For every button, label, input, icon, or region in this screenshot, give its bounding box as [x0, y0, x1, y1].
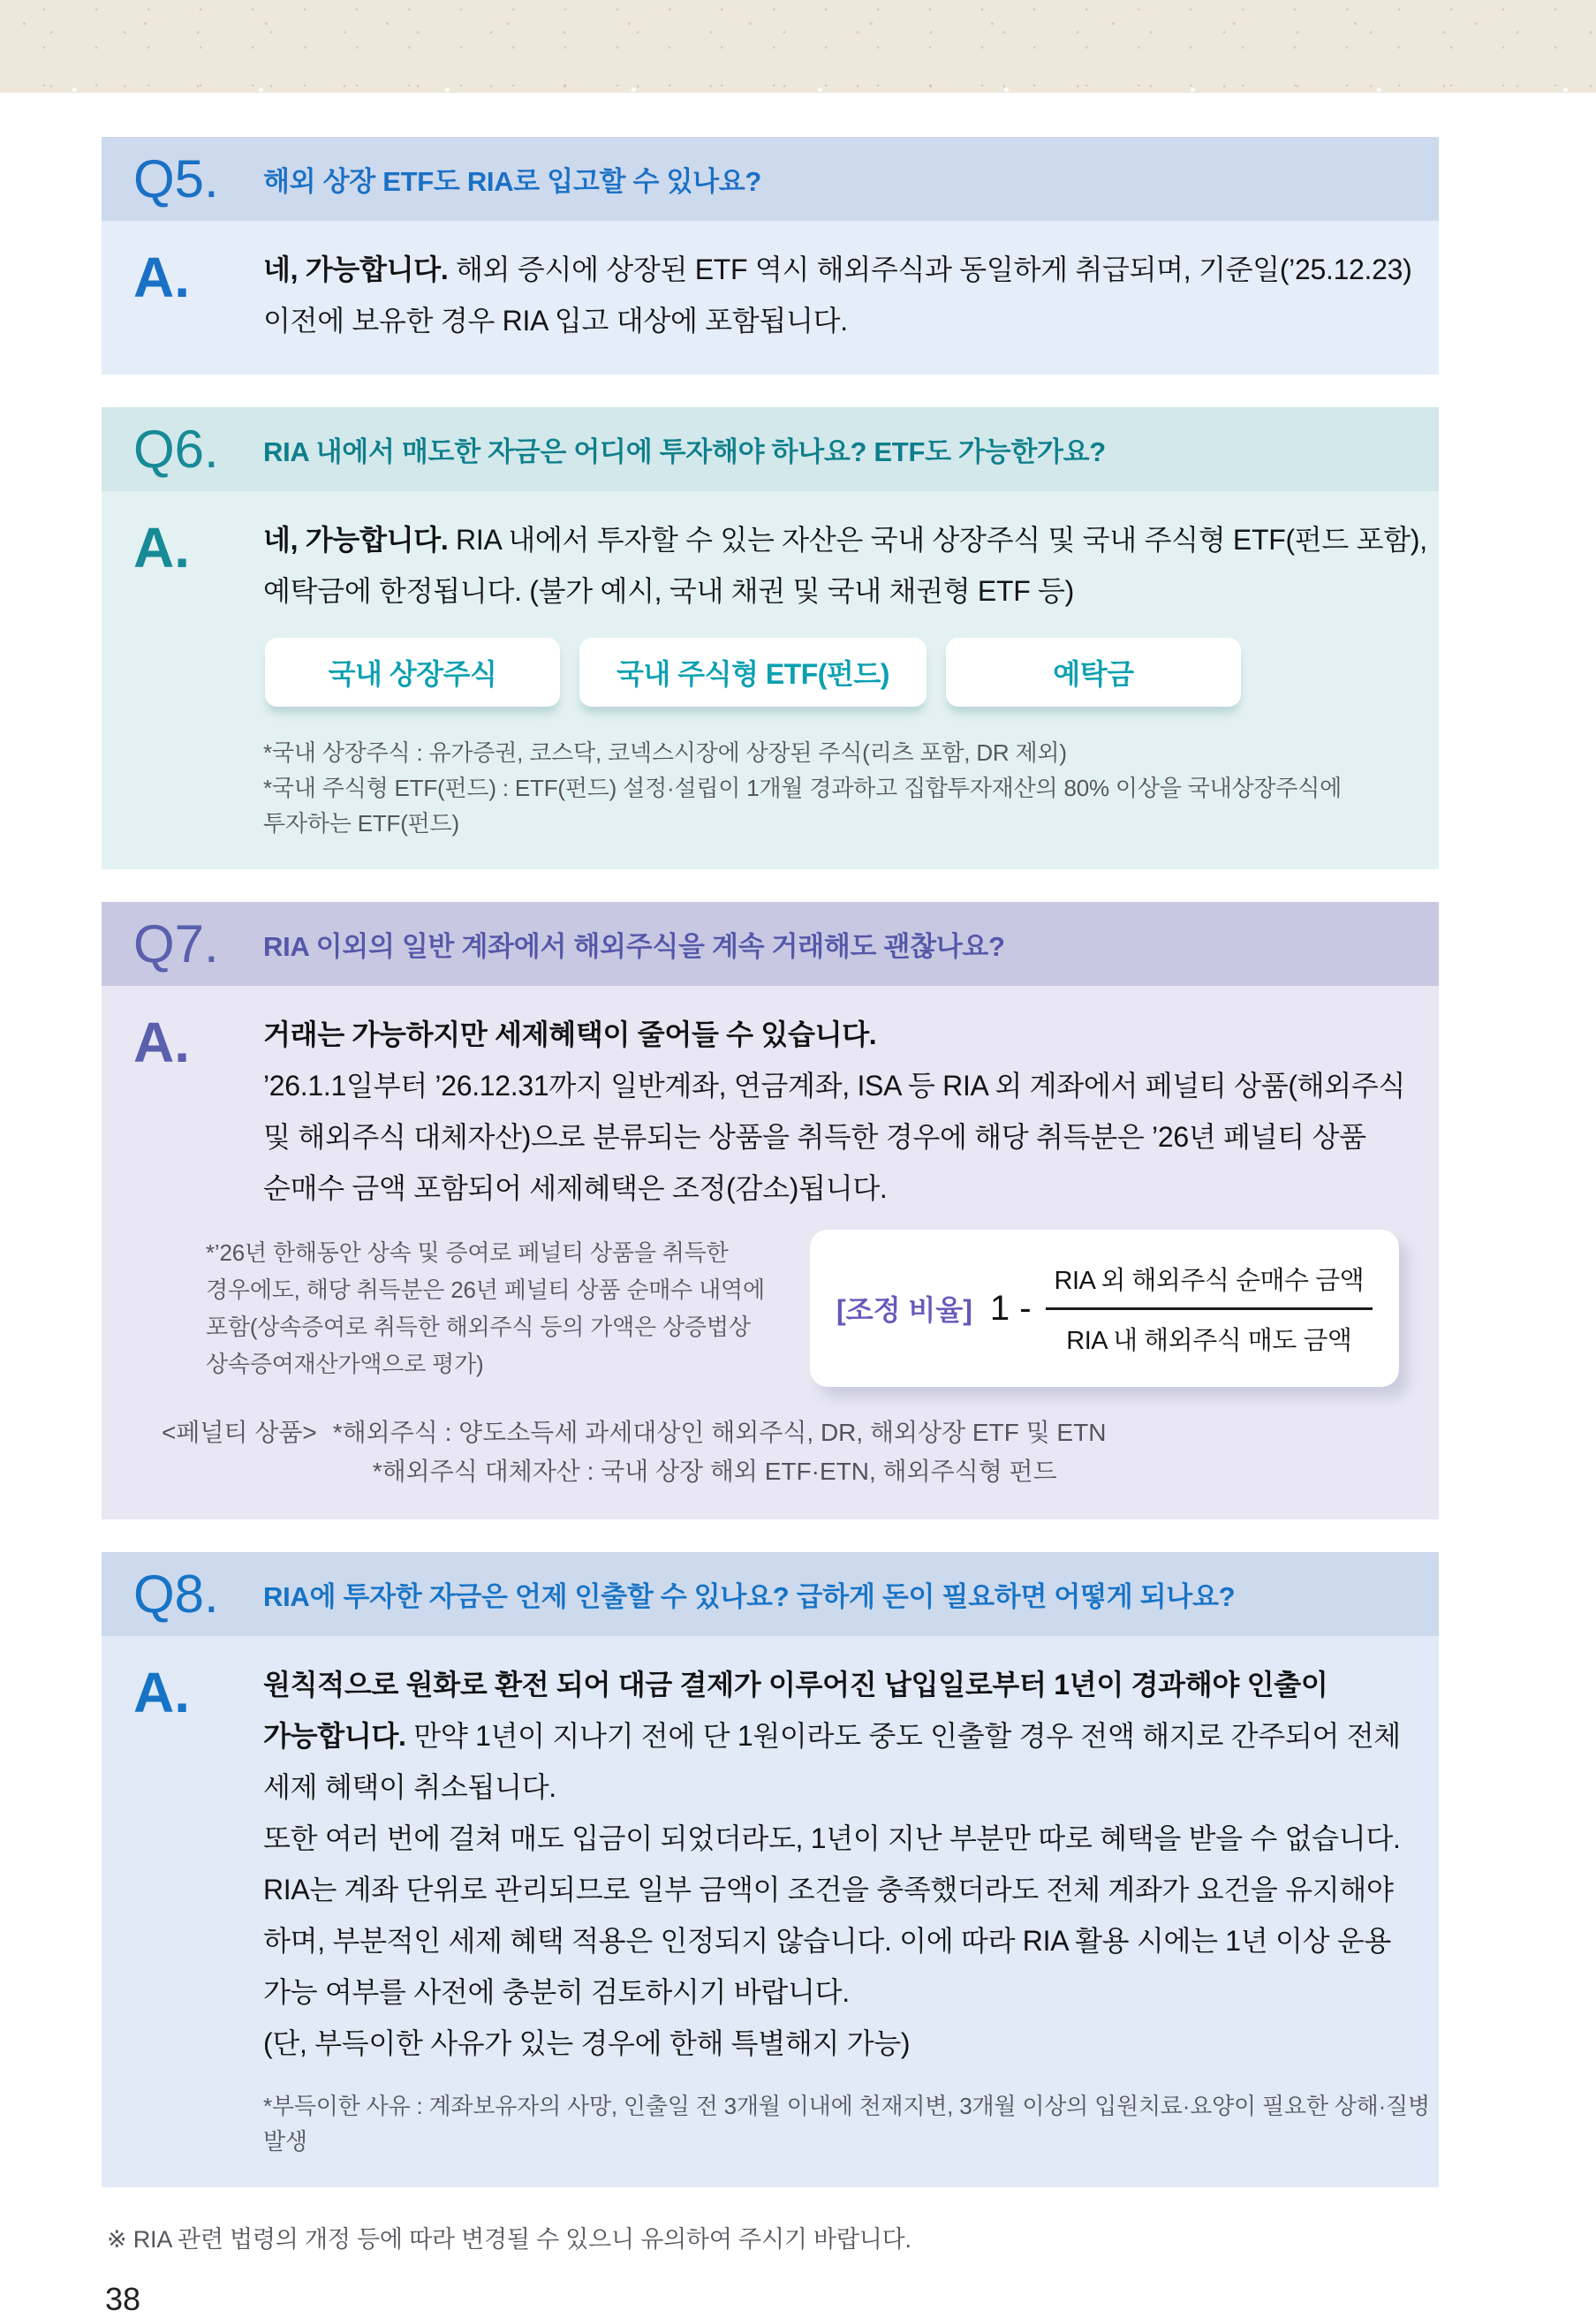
penalty-products-block: [162, 1413, 1432, 1491]
q7-number-label: Q7.: [133, 913, 219, 973]
q6-answer-label: A.: [133, 516, 190, 580]
page-content: [102, 137, 1439, 2187]
q8-answer-paragraph-1: [263, 1659, 1432, 1813]
page-disclaimer: ※ RIA 관련 법령의 개정 등에 따라 변경될 수 있으니 유의하여 주시기 바랍니다.: [107, 2226, 911, 2253]
q8-footnote: *부득이한 사유 : 계좌보유자의 사망, 인출일 전 3개월 이내에 천재지변, 3개월 이상의 입원치료·요양이 필요한 상해·질병 발생: [263, 2093, 1430, 2155]
q6-footnotes: [263, 735, 1432, 841]
q6-footnote-1: *국내 상장주식 : 유가증권, 코스닥, 코넥스시장에 상장된 주식(리츠 포함, DR 제외): [263, 739, 1067, 766]
q7-side-note: *’26년 한해동안 상속 및 증여로 페널티 상품을 취득한 경우에도, 해당 취득분은 26년 페널티 상품 순매수 내역에 포함(상속증여로 취득한 해외주식 등의 가액은 상증법상 상속증여재산가액으로 평가): [206, 1239, 765, 1377]
tag-domestic-listed-stock: 국내 상장주식: [265, 638, 560, 707]
q6-footnote-2: *국내 주식형 ETF(펀드) : ETF(펀드) 설정·설립이 1개월 경과하고 집합투자재산의 80% 이상을 국내상장주식에 투자하는 ETF(펀드): [263, 775, 1343, 837]
q6-number-label: Q6.: [133, 419, 219, 479]
penalty-line-overseas-stock: *해외주식 : 양도소득세 과세대상인 해외주식, DR, 해외상장 ETF 및 ETN: [332, 1419, 1107, 1446]
q6-question-text: RIA 내에서 매도한 자금은 어디에 투자해야 하나요? ETF도 가능한가요?: [263, 436, 1106, 467]
penalty-line-substitute-assets: *해외주식 대체자산 : 국내 상장 해외 ETF·ETN, 해외주식형 펀드: [372, 1458, 1057, 1485]
formula-fraction: [1046, 1257, 1373, 1360]
q8-answer-label: A.: [133, 1661, 190, 1724]
penalty-products-label: <페널티 상품>: [162, 1419, 317, 1446]
q6-asset-tag-row: [265, 638, 1432, 707]
q7-question-text: RIA 이외의 일반 계좌에서 해외주식을 계속 거래해도 괜찮나요?: [263, 931, 1005, 962]
q8-footnotes: [263, 2088, 1432, 2159]
q8-answer-block: [102, 1636, 1439, 2187]
q6-answer-block: [102, 491, 1439, 869]
q6-section: [102, 407, 1439, 869]
q7-answer-lead: 거래는 가능하지만 세제혜택이 줄어들 수 있습니다.: [263, 1019, 877, 1050]
q8-answer-paragraph-2: 또한 여러 번에 걸쳐 매도 입금이 되었더라도, 1년이 지난 부분만 따로 혜택을 받을 수 없습니다. RIA는 계좌 단위로 관리되므로 일부 금액이 조건을 충족했더라도 전체 계좌가 요건을 유지해야 하며, 부분적인 세제 혜택 적용은 인정되지 않습니다. 이에 따라 RIA 활용 시에는 1년 이상 운용 가능 여부를 사전에 충분히 검토하시기 바랍니다.: [263, 1822, 1401, 2008]
q7-answer-block: [102, 986, 1439, 1519]
tag-deposit: 예탁금: [946, 638, 1241, 707]
paper-texture-band: [0, 0, 1596, 93]
q5-answer-label: A.: [133, 246, 190, 309]
q8-section: [102, 1552, 1439, 2187]
formula-denominator: RIA 내 해외주식 매도 금액: [1066, 1326, 1352, 1355]
q6-answer-content: [263, 514, 1432, 841]
q7-answer-paragraph: [263, 1009, 1432, 1214]
q6-answer-paragraph: [263, 514, 1432, 617]
q7-answer-label: A.: [133, 1011, 190, 1074]
q8-answer-text: 만약 1년이 지나기 전에 단 1원이라도 중도 인출할 경우 전액 해지로 간주되어 전체 세제 혜택이 취소됩니다.: [263, 1720, 1401, 1803]
tag-domestic-equity-etf-fund: 국내 주식형 ETF(펀드): [579, 638, 927, 707]
q8-answer-lead: 원칙적으로 원화로 환전 되어 대금 결제가 이루어진 납입일로부터 1년이 경과해야 인출이 가능합니다.: [263, 1669, 1328, 1752]
q5-answer-content: [263, 244, 1432, 346]
q8-question-text: RIA에 투자한 자금은 언제 인출할 수 있나요? 급하게 돈이 필요하면 어떻게 되나요?: [263, 1581, 1236, 1612]
q5-header: [102, 137, 1439, 221]
page-number: 38: [105, 2281, 141, 2317]
adjustment-ratio-formula-card: [810, 1230, 1399, 1387]
q6-header: [102, 407, 1439, 491]
penalty-products-lines: [333, 1413, 1107, 1491]
q5-answer-block: [102, 221, 1439, 375]
q8-answer-paragraph-3: (단, 부득이한 사유가 있는 경우에 한해 특별해지 가능): [263, 2027, 911, 2059]
q7-header: [102, 902, 1439, 986]
q5-answer-paragraph: [263, 244, 1432, 346]
q6-answer-lead: 네, 가능합니다.: [263, 524, 449, 556]
q7-section: [102, 902, 1439, 1519]
formula-label: [조정 비율]: [836, 1294, 972, 1326]
formula-prefix: 1 -: [989, 1288, 1032, 1328]
q8-answer-content: [263, 1659, 1432, 2159]
q7-answer-text: ’26.1.1일부터 ’26.12.31까지 일반계좌, 연금계좌, ISA 등 RIA 외 계좌에서 페널티 상품(해외주식 및 해외주식 대체자산)으로 분류되는 상품을 취득한 경우에 해당 취득분은 ’26년 페널티 상품 순매수 금액 포함되어 세제혜택은 조정(감소)됩니다.: [263, 1070, 1406, 1204]
q5-answer-lead: 네, 가능합니다.: [263, 254, 449, 285]
q5-section: [102, 137, 1439, 375]
q5-answer-text: 해외 증시에 상장된 ETF 역시 해외주식과 동일하게 취급되며, 기준일(’25.12.23) 이전에 보유한 경우 RIA 입고 대상에 포함됩니다.: [263, 254, 1412, 337]
q5-number-label: Q5.: [133, 148, 219, 208]
q6-answer-text: RIA 내에서 투자할 수 있는 자산은 국내 상장주식 및 국내 주식형 ETF(펀드 포함), 예탁금에 한정됩니다. (불가 예시, 국내 채권 및 국내 채권형 ETF 등): [263, 524, 1427, 607]
q8-number-label: Q8.: [133, 1564, 219, 1624]
q7-answer-content: [162, 1009, 1432, 1491]
q5-question-text: 해외 상장 ETF도 RIA로 입고할 수 있나요?: [263, 166, 762, 197]
q7-note-formula-row: [206, 1230, 1432, 1387]
q8-header: [102, 1552, 1439, 1636]
formula-numerator: RIA 외 해외주식 순매수 금액: [1046, 1257, 1373, 1310]
